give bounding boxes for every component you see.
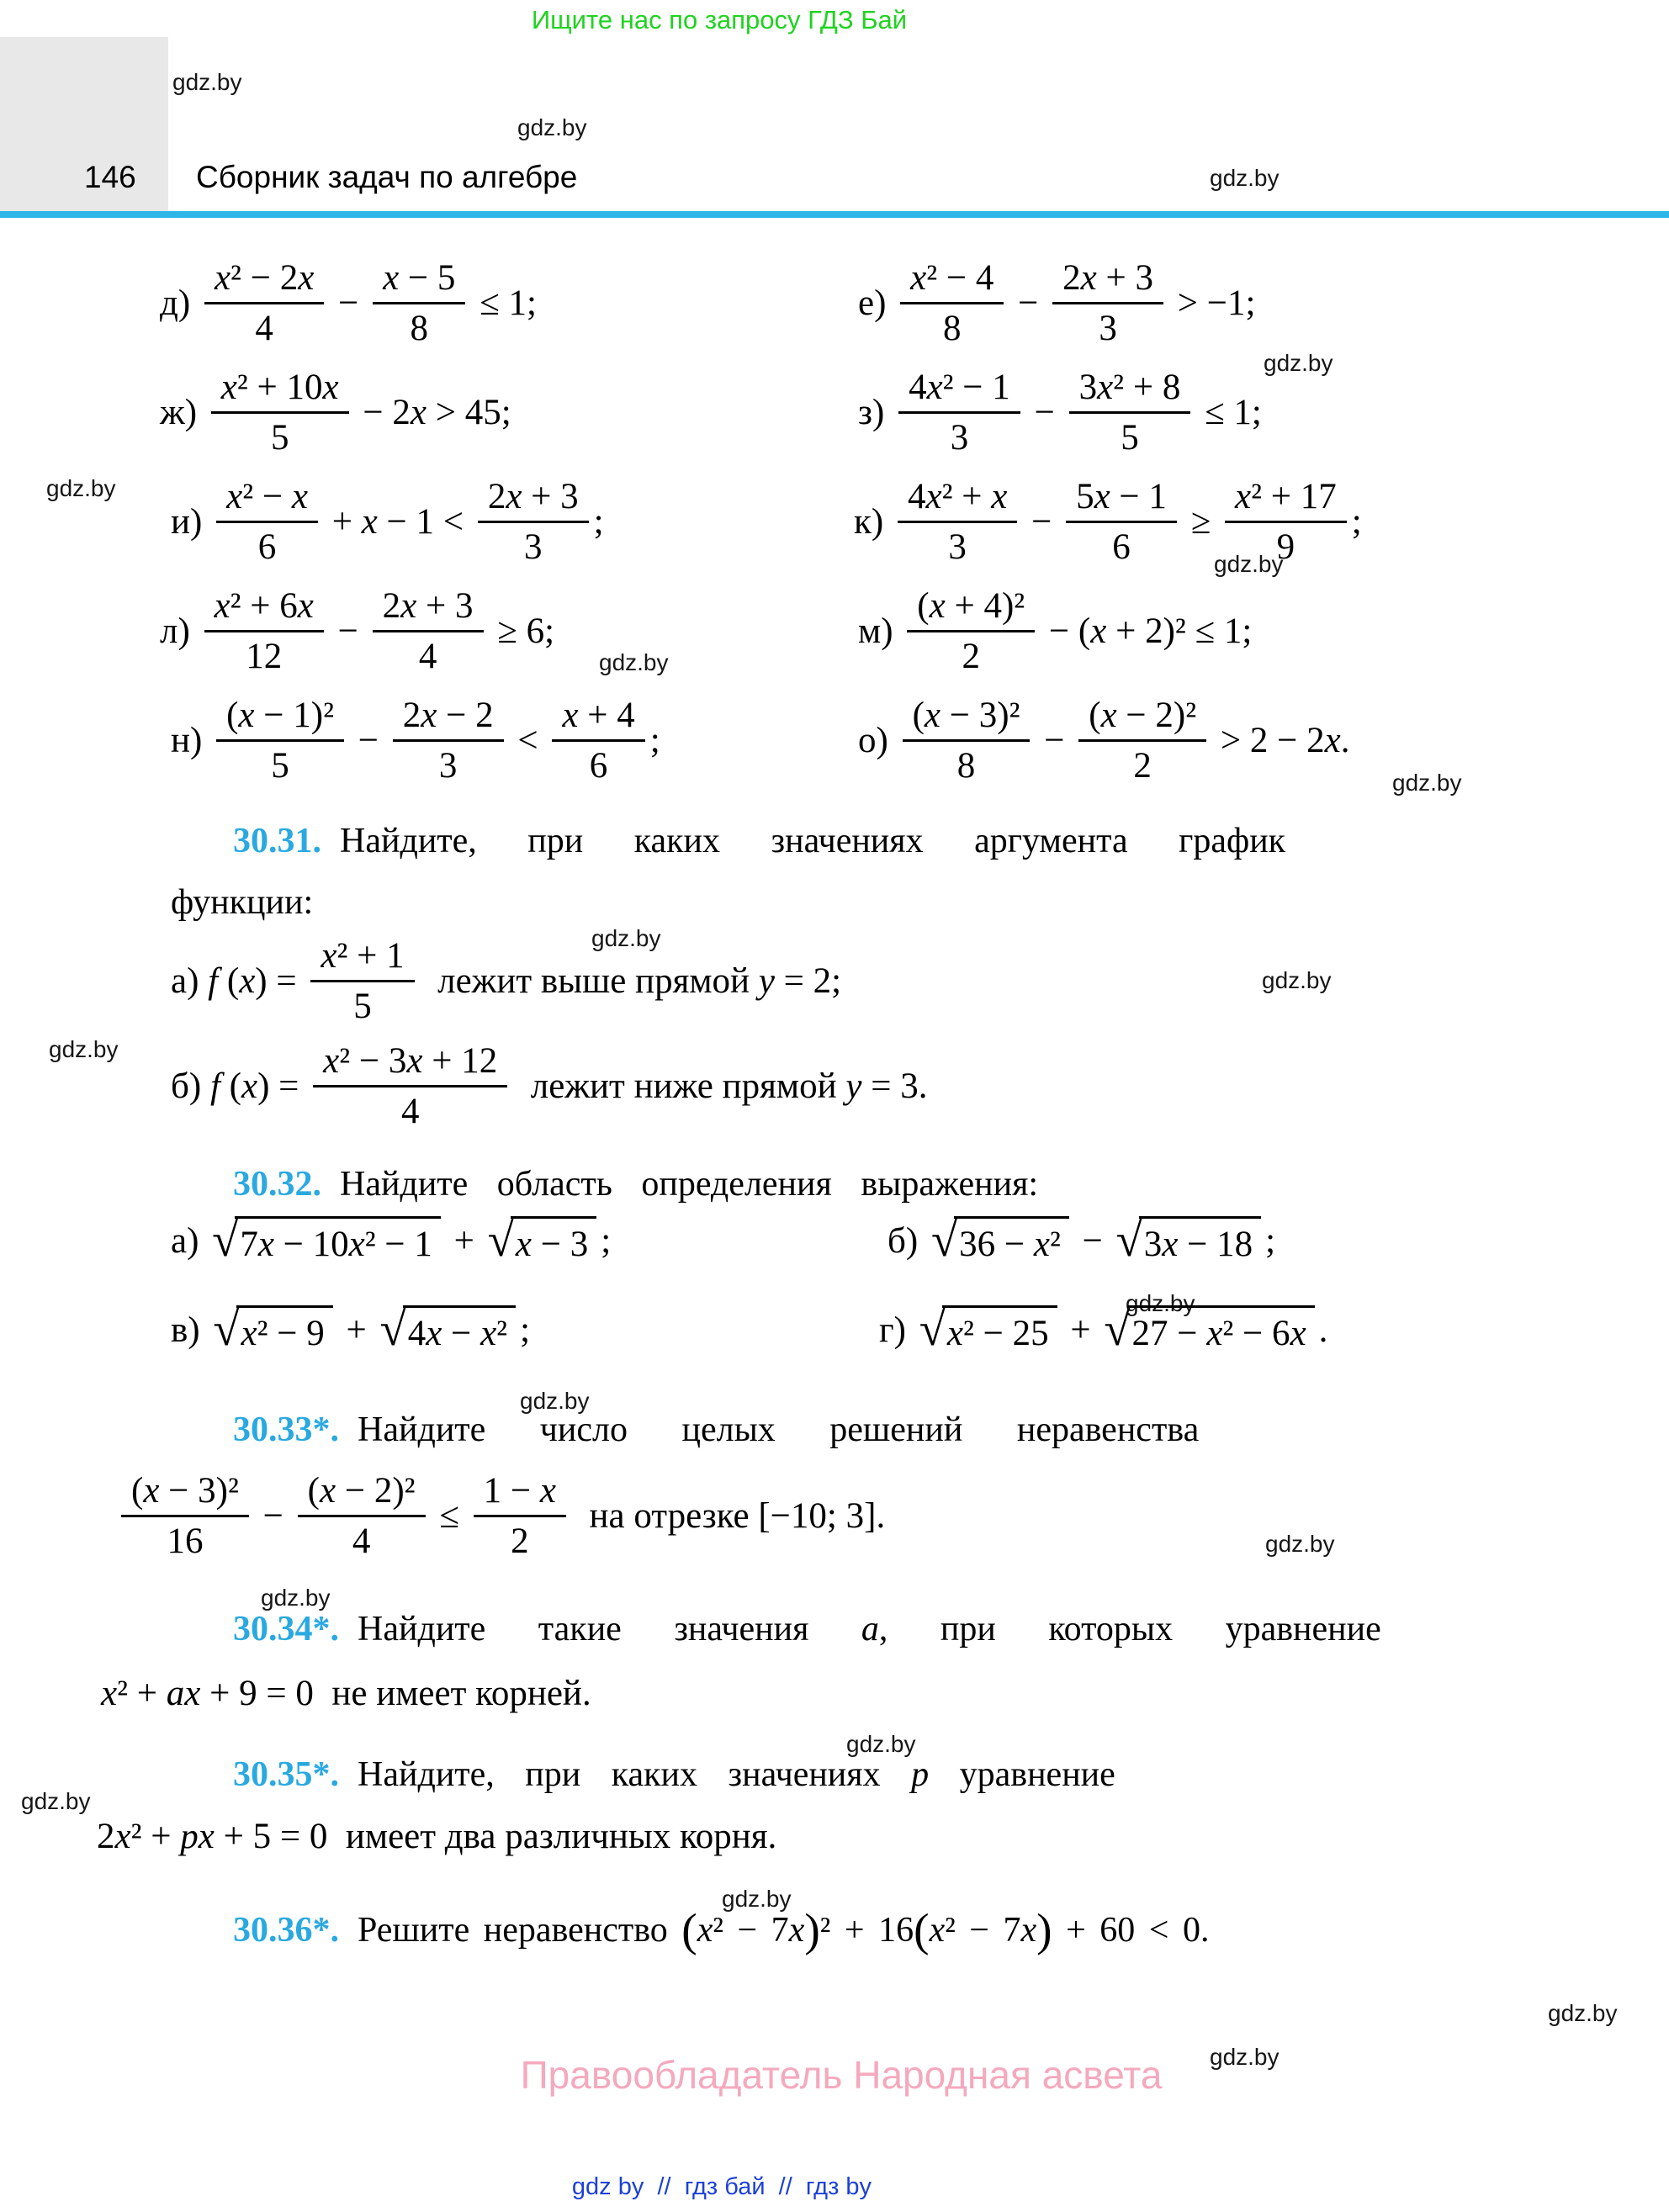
problem-3032-item-g: г) √ x² − 25 + √ 27 − x² − 6x . (879, 1303, 1328, 1356)
watermark: gdz.by (1210, 2044, 1280, 2070)
watermark: gdz.by (1548, 2000, 1618, 2026)
heading-text: Найдите такие значения a , при которых уравнение (358, 1610, 1381, 1648)
problem-3035-equation: 2 x ² + px + 5 = 0 имеет два различных корня. (97, 1817, 777, 1856)
watermark: gdz.by (599, 649, 669, 675)
header-rule (0, 211, 1669, 218)
problem-3034-heading (233, 1608, 1381, 1650)
heading-text: Найдите число целых решений неравенства (358, 1410, 1200, 1449)
problem-3034-equation: x ² + ax + 9 = 0 не имеет корней. (101, 1674, 591, 1713)
heading-text: Найдите, при каких значениях аргумента график (340, 822, 1286, 860)
problem-3031-heading (233, 820, 1285, 862)
problem-3036-statement: Решите неравенство ( x ² − 7 x ) ² + 16 ( x ² − 7 x ) + 60 < 0. (358, 1904, 1210, 1955)
watermark: gdz.by (261, 1585, 331, 1611)
problem-3033-expression: $\frac{\text{(x − 3)²}}{16}$ − $\frac{\text{(x − 2)²}}{4}$ ≤ $\frac{1 - x}{2}$ на отрезке [−10; 3]. (116, 1470, 885, 1563)
watermark: gdz.by (1392, 770, 1462, 796)
problem-3032-item-a: а) √ 7x − 10x² − 1 + √ x − 3 ; (171, 1214, 612, 1267)
watermark: gdz.by (1265, 1531, 1335, 1557)
inequality-k: к) $\frac{\text{4x² + x}}{3}$ − $\frac{5x - 1}{6}$ ≥ $\frac{\text{x² + 17}}{9}$ ; (854, 477, 1362, 568)
watermark: gdz.by (1126, 1290, 1195, 1316)
watermark: gdz.by (846, 1731, 916, 1757)
watermark: gdz.by (591, 925, 661, 951)
watermark: gdz.by (517, 114, 587, 140)
watermark: gdz.by (46, 475, 116, 501)
heading-text: Найдите область определения выражения: (340, 1165, 1039, 1204)
problem-number: 30.32. (233, 1165, 321, 1204)
page-number: 146 (84, 160, 136, 194)
problem-3031-heading-line2: функции: (171, 883, 314, 922)
inequality-z: з) $\frac{\text{4x² − 1}}{3}$ − $\frac{\text{3x² + 8}}{5}$ ≤ 1; (858, 368, 1262, 458)
problem-3032-item-v: в) √ x² − 9 + √ 4x − x² ; (171, 1303, 531, 1356)
problem-3032-item-b: б) √ 36 − x² − √ 3x − 18 ; (887, 1214, 1276, 1267)
inequality-m: м) $\frac{\text{(x + 4)²}}{2}$ − ( x + 2)² ≤ 1; (858, 586, 1253, 677)
problem-3031-item-b: б) f ( x ) = $\frac{\text{x² − 3x + 12}}{4}$ лежит ниже прямой y = 3. (171, 1041, 928, 1132)
inequality-n: н) $\frac{\text{(x − 1)²}}{5}$ − $\frac{2x - 2}{3}$ < $\frac{x + 4}{6}$ ; (171, 696, 660, 786)
watermark: gdz.by (520, 1388, 590, 1414)
watermark: gdz.by (49, 1036, 119, 1062)
watermark: gdz.by (1214, 551, 1284, 577)
watermark: gdz.by (1210, 165, 1280, 191)
watermark: gdz.by (1262, 967, 1332, 993)
problem-3036-line (233, 1902, 1209, 1959)
watermark: gdz.by (722, 1886, 792, 1912)
watermark: gdz.by (21, 1788, 91, 1814)
inequality-o: о) $\frac{\text{(x − 3)²}}{8}$ − $\frac{\text{(x − 2)²}}{2}$ > 2 − 2 x . (858, 696, 1350, 786)
problem-number: 30.35*. (233, 1755, 339, 1794)
watermark: gdz.by (172, 69, 242, 95)
problem-3033-heading (233, 1409, 1199, 1451)
problem-number: 30.33*. (233, 1410, 339, 1449)
problem-number: 30.34*. (233, 1610, 339, 1648)
running-title: Сборник задач по алгебре (196, 160, 578, 194)
problem-3031-item-a: а) f ( x ) = $\frac{\text{x² + 1}}{5}$ лежит выше прямой y = 2; (171, 936, 842, 1027)
copyright-notice: Правообладатель Народная асвета (520, 2053, 1163, 2097)
promo-banner: Ищите нас по запросу ГДЗ Бай (531, 5, 908, 34)
inequality-zh: ж) $\frac{\text{x² + 10x}}{5}$ − 2 x > 45; (160, 368, 511, 458)
problem-3032-heading (233, 1163, 1038, 1205)
heading-text: Найдите, при каких значениях p уравнение (358, 1755, 1115, 1794)
inequality-e: е) $\frac{\text{x² − 4}}{8}$ − $\frac{2x + 3}{3}$ > −1; (858, 258, 1256, 349)
inequality-d: д) $\frac{\text{x² − 2x}}{4}$ − $\frac{x - 5}{8}$ ≤ 1; (160, 258, 537, 349)
watermark: gdz.by (1264, 350, 1333, 376)
inequality-i: и) $\frac{\text{x² − x}}{6}$ + x − 1 < $\frac{2x + 3}{3}$ ; (171, 477, 604, 568)
problem-number: 30.31. (233, 822, 321, 860)
problem-number: 30.36*. (233, 1911, 339, 1950)
footer-links[interactable]: gdz by // гдз бай // гдз by (571, 2173, 872, 2200)
inequality-l: л) $\frac{\text{x² + 6x}}{12}$ − $\frac{2x + 3}{4}$ ≥ 6; (160, 586, 555, 677)
problem-3035-heading (233, 1754, 1115, 1796)
